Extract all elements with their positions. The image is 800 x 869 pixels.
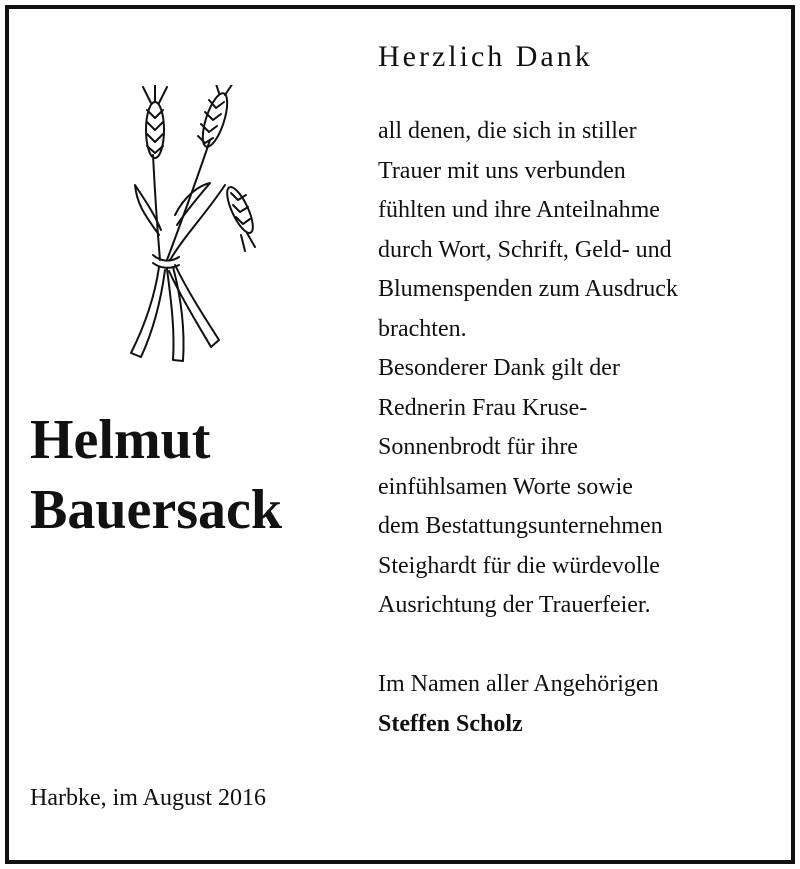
body-line: einfühlsamen Worte sowie bbox=[378, 473, 633, 500]
body-line: Blumenspenden zum Ausdruck bbox=[378, 276, 678, 302]
body-line: durch Wort, Schrift, Geld- und bbox=[378, 236, 672, 263]
thanks-body bbox=[378, 112, 778, 744]
body-line: brachten. bbox=[378, 315, 467, 342]
body-line: all denen, die sich in stiller bbox=[378, 118, 637, 144]
body-line: Ausrichtung der Trauerfeier. bbox=[378, 592, 651, 618]
deceased-last-name: Bauersack bbox=[30, 479, 282, 541]
wheat-bundle-icon bbox=[115, 85, 265, 375]
body-line: Besonderer Dank gilt der bbox=[378, 355, 620, 381]
closing-line: Im Namen aller Angehörigen bbox=[378, 671, 659, 697]
body-line: Steighardt für die würdevolle bbox=[378, 552, 660, 579]
thanks-heading: Herzlich Dank bbox=[378, 40, 593, 73]
body-line: fühlten und ihre Anteilnahme bbox=[378, 197, 660, 223]
body-line: dem Bestattungsunternehmen bbox=[378, 513, 663, 539]
deceased-first-name: Helmut bbox=[30, 409, 211, 471]
body-line: Rednerin Frau Kruse- bbox=[378, 394, 588, 421]
body-line: Sonnenbrodt für ihre bbox=[378, 434, 578, 460]
deceased-name bbox=[30, 405, 282, 545]
paragraph-gap bbox=[378, 626, 778, 666]
place-date: Harbke, im August 2016 bbox=[30, 785, 266, 811]
signer-name: Steffen Scholz bbox=[378, 710, 523, 737]
body-line: Trauer mit uns verbunden bbox=[378, 157, 626, 184]
